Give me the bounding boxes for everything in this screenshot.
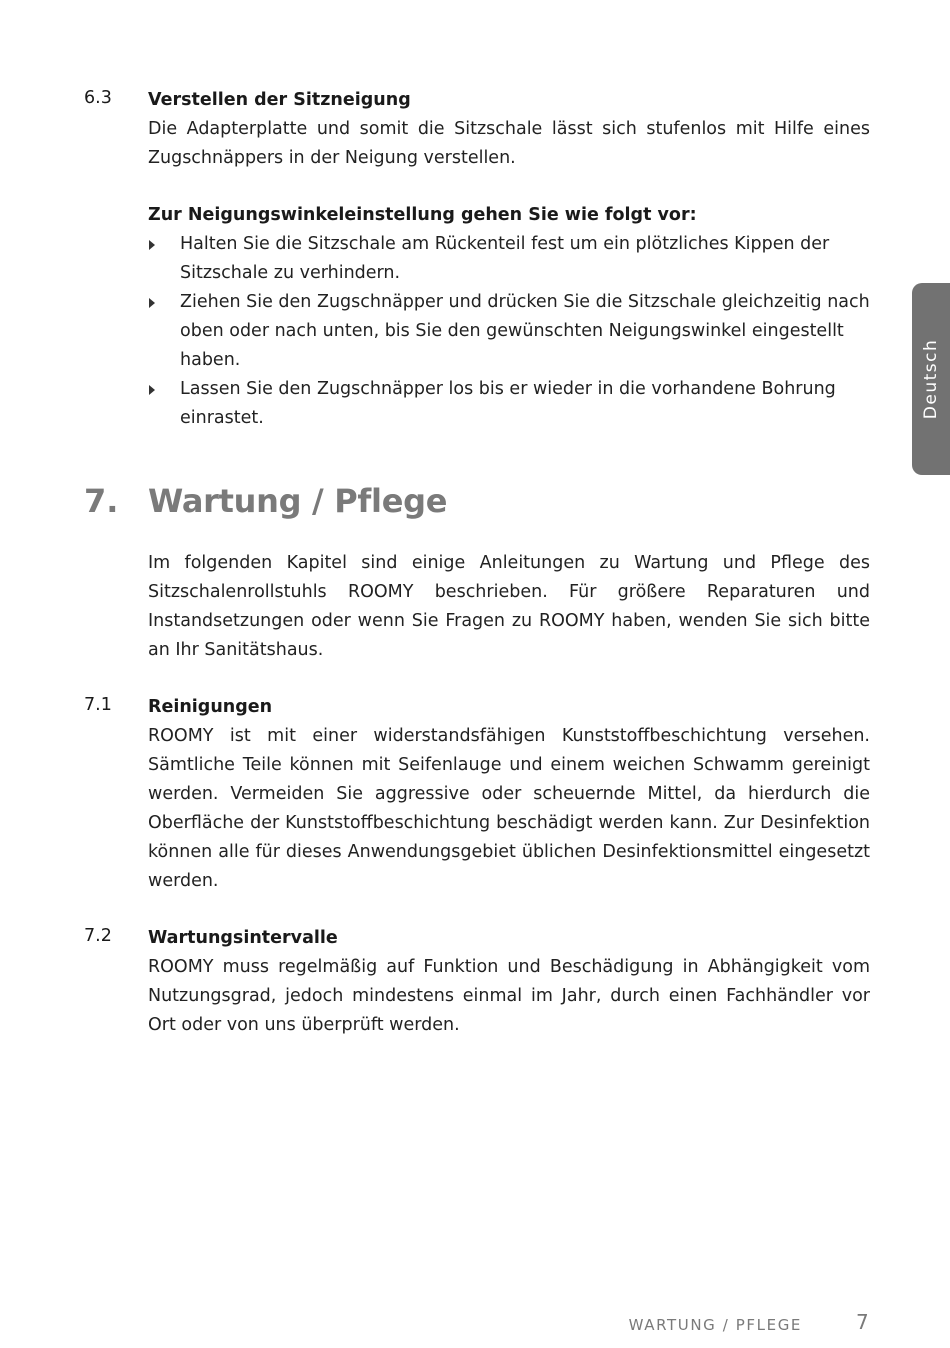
chapter-title: Wartung / Pflege (148, 482, 448, 520)
instruction-list (148, 230, 870, 433)
triangle-bullet-icon (149, 385, 155, 395)
section-title: Verstellen der Sitzneigung (148, 90, 411, 110)
triangle-bullet-icon (149, 240, 155, 250)
chapter-intro (148, 549, 870, 665)
section-number-7-2: 7.2 (84, 926, 112, 946)
triangle-bullet-icon (149, 298, 155, 308)
language-tab-label: Deutsch (921, 338, 941, 420)
instruction-text: Halten Sie die Sitzschale am Rückenteil fest um ein plötzliches Kippen der Sitzschale zu verhindern. (180, 234, 830, 283)
instruction-item (148, 375, 870, 433)
section-intro-paragraph: Die Adapterplatte und somit die Sitzschale lässt sich stufenlos mit Hilfe eines Zugschnäppers in der Neigung verstellen. (148, 119, 870, 168)
section-number-7-1: 7.1 (84, 695, 112, 715)
running-footer-title: WARTUNG / PFLEGE (628, 1316, 802, 1334)
language-side-tab (912, 283, 950, 475)
section-7-1 (148, 693, 870, 896)
section-body-paragraph: ROOMY muss regelmäßig auf Funktion und Beschädigung in Abhängigkeit vom Nutzungsgrad, jedoch mindestens einmal im Jahr, durch einen Fachhändler vor Ort oder von uns überprüft werden. (148, 957, 870, 1035)
chapter-intro-paragraph: Im folgenden Kapitel sind einige Anleitungen zu Wartung und Pflege des Sitzschalenrollstuhls ROOMY beschrieben. Für größere Reparaturen und Instandsetzungen oder wenn Sie Fragen zu ROOMY haben, wenden Sie sich bitte an Ihr Sanitätshaus. (148, 553, 870, 660)
instructions-subheading: Zur Neigungswinkeleinstellung gehen Sie wie folgt vor: (148, 205, 697, 225)
instruction-text: Lassen Sie den Zugschnäpper los bis er wieder in die vorhandene Bohrung einrastet. (180, 379, 836, 428)
instruction-item (148, 288, 870, 375)
section-7-2 (148, 924, 870, 1040)
section-number-6-3: 6.3 (84, 88, 112, 108)
section-body-paragraph: ROOMY ist mit einer widerstandsfähigen Kunststoffbeschichtung versehen. Sämtliche Teile können mit Seifenlauge und einem weichen Schwamm gereinigt werden. Vermeiden Sie aggressive oder scheuernde Mittel, da hierdurch die Oberfläche der Kunststoffbeschichtung beschädigt werden kann. Zur Desinfektion können alle für dieses Anwendungsgebiet üblichen Desinfektionsmittel eingesetzt werden. (148, 726, 870, 891)
chapter-number: 7. (84, 482, 119, 520)
section-6-3 (148, 86, 870, 433)
section-title: Reinigungen (148, 697, 273, 717)
instruction-text: Ziehen Sie den Zugschnäpper und drücken Sie die Sitzschale gleichzeitig nach oben oder nach unten, bis Sie den gewünschten Neigungswinkel eingestellt haben. (180, 292, 870, 370)
instruction-item (148, 230, 870, 288)
section-title: Wartungsintervalle (148, 928, 338, 948)
page-number: 7 (856, 1310, 869, 1334)
